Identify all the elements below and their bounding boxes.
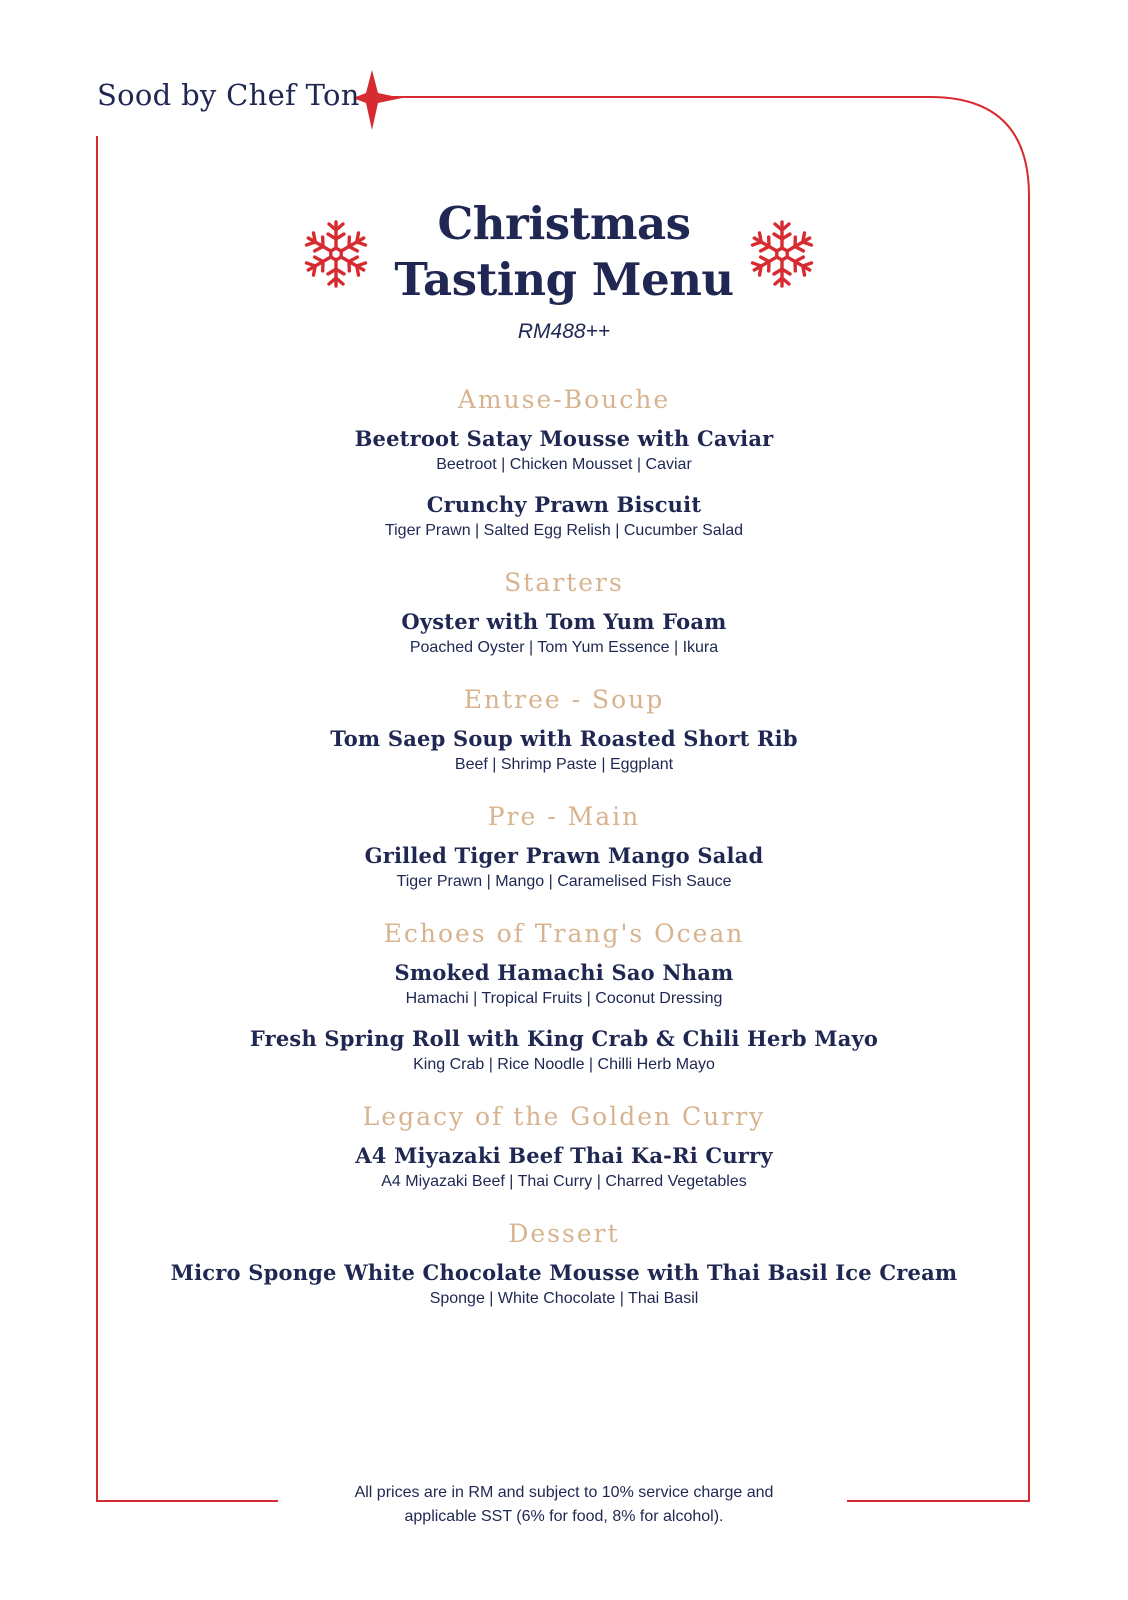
brand-name: Sood by Chef Ton (97, 78, 360, 112)
dish-name: Crunchy Prawn Biscuit (426, 492, 702, 517)
section-title: Pre - Main (487, 802, 641, 831)
dish (100, 959, 1028, 1009)
menu-sections (100, 380, 1028, 1331)
section-title: Echoes of Trang's Ocean (383, 919, 745, 948)
dish-description: Beetroot | Chicken Mousset | Caviar (436, 456, 692, 473)
dish-name: Fresh Spring Roll with King Crab & Chili Herb Mayo (249, 1026, 879, 1051)
dish-description: Hamachi | Tropical Fruits | Coconut Dressing (405, 990, 723, 1007)
dish-name: Grilled Tiger Prawn Mango Salad (364, 843, 764, 868)
menu-price: RM488++ (517, 320, 611, 343)
menu-section (100, 797, 1028, 892)
dish (100, 842, 1028, 892)
menu-section (100, 680, 1028, 775)
dish-name: Beetroot Satay Mousse with Caviar (354, 426, 774, 451)
section-title: Dessert (508, 1219, 620, 1248)
section-title: Amuse-Bouche (457, 385, 671, 414)
menu-section (100, 1097, 1028, 1192)
dish-description: A4 Miyazaki Beef | Thai Curry | Charred Vegetables (381, 1173, 747, 1190)
dish (100, 608, 1028, 658)
dish-description: Tiger Prawn | Mango | Caramelised Fish Sauce (396, 873, 732, 890)
star-icon (353, 70, 402, 130)
dish-name: Micro Sponge White Chocolate Mousse with Thai Basil Ice Cream (170, 1260, 958, 1285)
title-line-2: Tasting Menu (394, 253, 734, 306)
footer-note (276, 1481, 852, 1529)
section-title: Entree - Soup (463, 685, 665, 714)
section-title: Legacy of the Golden Curry (362, 1102, 766, 1131)
menu-section (100, 914, 1028, 1075)
snowflake-icon (300, 218, 372, 290)
dish-name: Oyster with Tom Yum Foam (401, 609, 727, 634)
dish-name: Tom Saep Soup with Roasted Short Rib (330, 726, 798, 751)
dish-name: A4 Miyazaki Beef Thai Ka-Ri Curry (355, 1143, 773, 1168)
dish (100, 725, 1028, 775)
section-title: Starters (504, 568, 624, 597)
dish (100, 1142, 1028, 1192)
title-line-1: Christmas (437, 197, 691, 250)
dish-description: Poached Oyster | Tom Yum Essence | Ikura (409, 639, 719, 656)
dish (100, 425, 1028, 475)
dish-description: Beef | Shrimp Paste | Eggplant (454, 756, 674, 773)
menu-section (100, 380, 1028, 541)
menu-section (100, 563, 1028, 658)
menu-section (100, 1214, 1028, 1309)
menu-header (364, 196, 764, 344)
dish-name: Smoked Hamachi Sao Nham (394, 960, 734, 985)
dish (100, 1259, 1028, 1309)
dish (100, 491, 1028, 541)
dish-description: Tiger Prawn | Salted Egg Relish | Cucumber Salad (384, 522, 744, 539)
dish-description: Sponge | White Chocolate | Thai Basil (429, 1290, 699, 1307)
footer-line-2: applicable SST (6% for food, 8% for alcohol). (404, 1508, 724, 1525)
dish-description: King Crab | Rice Noodle | Chilli Herb Mayo (413, 1056, 715, 1073)
dish (100, 1025, 1028, 1075)
footer-line-1: All prices are in RM and subject to 10% service charge and (354, 1484, 774, 1501)
